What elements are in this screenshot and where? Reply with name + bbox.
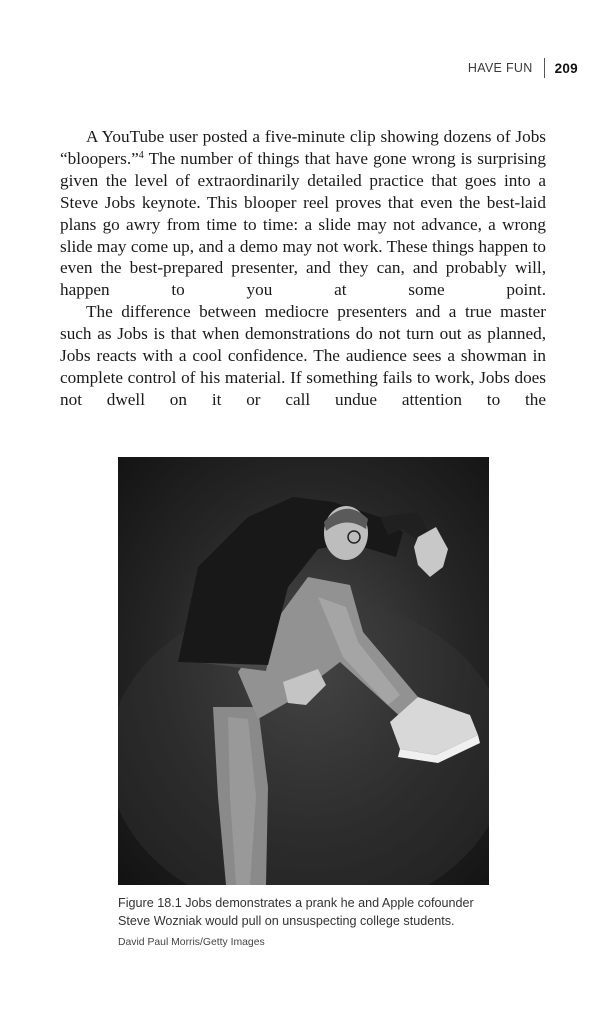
figure-caption	[118, 894, 538, 930]
footnote-marker[interactable]: 4	[138, 149, 144, 161]
photo-credit: David Paul Morris/Getty Images	[118, 937, 265, 948]
running-head-divider	[544, 58, 545, 78]
figure-photo	[118, 457, 489, 885]
figure-caption-line-1: Figure 18.1 Jobs demonstrates a prank he and Apple cofounder	[118, 896, 474, 910]
running-head	[468, 58, 578, 78]
paragraph-1-text-b: The number of things that have gone wrong is surprising given the level of extraordinarily detailed practice that goes into a Steve Jobs keynote. This blooper reel proves that even the best-laid plans go awry from time to time: a slide may not advance, a wrong slide may come up, and a demo may not work. These things happen to even the best-prepared presenter, and they can, and probably will, happen to you at some point.	[60, 148, 546, 300]
running-head-section-title: HAVE FUN	[467, 61, 533, 75]
figure-photo-illustration	[118, 457, 489, 885]
paragraph-2: The difference between mediocre presenters and a true master such as Jobs is that when demonstrations do not turn out as planned, Jobs reacts with a cool confidence. The audience sees a showman in complete control of his material. If something fails to work, Jobs does not dwell on it or call undue attention to the	[60, 302, 546, 409]
paragraph-1-text-a: A YouTube user posted a five-minute clip showing dozens of Jobs “bloopers.”	[60, 127, 546, 168]
paragraph-1	[60, 126, 546, 301]
page-number: 209	[554, 60, 578, 76]
figure-caption-line-2: Steve Wozniak would pull on unsuspecting college students.	[118, 914, 455, 928]
body-text	[60, 126, 546, 411]
